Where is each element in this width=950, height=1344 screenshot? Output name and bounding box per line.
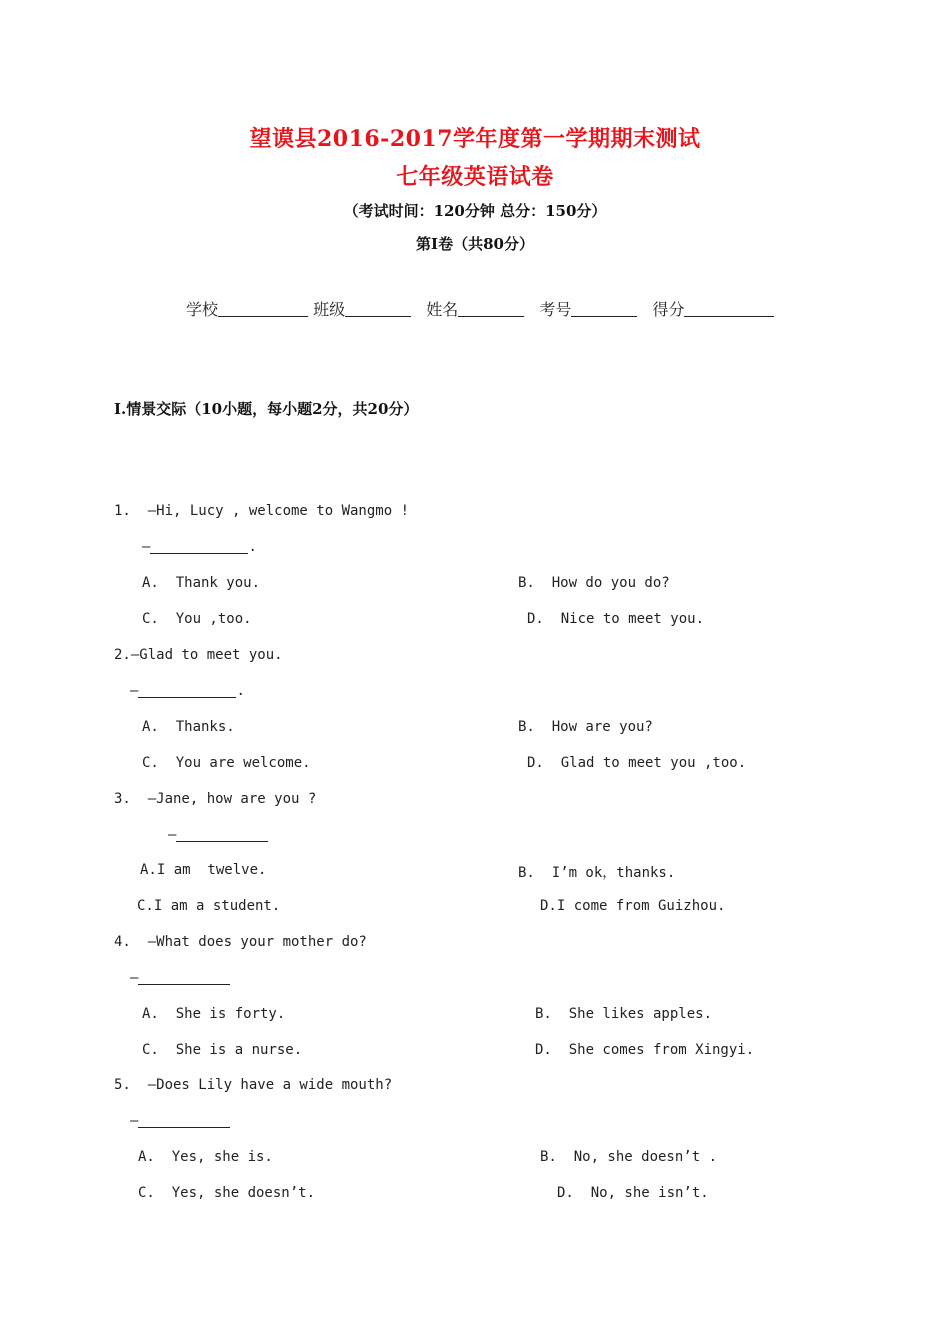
question-3-option-c[interactable]: C.I am a student. (137, 898, 281, 914)
question-3-response[interactable]: — (168, 827, 268, 843)
answer-blank[interactable] (150, 539, 248, 554)
exam-subtitle: 七年级英语试卷 (396, 164, 554, 190)
dash: — (142, 539, 151, 555)
score-label: 得分 (652, 300, 685, 319)
question-4-option-c[interactable]: C. She is a nurse. (142, 1042, 303, 1058)
question-2-option-c[interactable]: C. You are welcome. (142, 755, 311, 771)
question-5-option-a[interactable]: A. Yes, she is. (138, 1149, 273, 1165)
question-5-option-b[interactable]: B. No, she doesn’t . (540, 1149, 718, 1165)
answer-blank[interactable] (138, 970, 230, 985)
question-5-stem: 5. —Does Lily have a wide mouth? (114, 1077, 393, 1093)
question-3-option-b[interactable]: B. I’m ok，thanks. (518, 865, 676, 881)
answer-blank[interactable] (176, 827, 268, 842)
name-blank[interactable] (458, 300, 524, 317)
score-blank[interactable] (684, 300, 774, 317)
number-blank[interactable] (571, 300, 637, 317)
exam-title: 望谟县2016-2017学年度第一学期期末测试 (249, 126, 701, 152)
number-label: 考号 (539, 300, 572, 319)
answer-blank[interactable] (138, 1113, 230, 1128)
question-2-option-a[interactable]: A. Thanks. (142, 719, 235, 735)
question-1-option-c[interactable]: C. You ,too. (142, 611, 252, 627)
question-5-option-c[interactable]: C. Yes, she doesn’t. (138, 1185, 316, 1201)
class-blank[interactable] (345, 300, 411, 317)
school-blank[interactable] (218, 300, 308, 317)
question-1-option-b[interactable]: B. How do you do? (518, 575, 670, 591)
question-4-option-b[interactable]: B. She likes apples. (535, 1006, 713, 1022)
section-title: I.情景交际（10小题，每小题2分，共20分） (114, 400, 419, 418)
question-2-option-d[interactable]: D. Glad to meet you ,too. (527, 755, 747, 771)
question-1-option-d[interactable]: D. Nice to meet you. (527, 611, 705, 627)
question-4-option-a[interactable]: A. She is forty. (142, 1006, 286, 1022)
question-4-stem: 4. —What does your mother do? (114, 934, 367, 950)
class-label: 班级 (313, 300, 346, 319)
question-3-stem: 3. —Jane, how are you ? (114, 791, 317, 807)
question-4-option-d[interactable]: D. She comes from Xingyi. (535, 1042, 755, 1058)
question-4-response[interactable]: — (130, 970, 230, 986)
question-3-option-a[interactable]: A.I am twelve. (140, 862, 267, 878)
question-5-response[interactable]: — (130, 1113, 230, 1129)
question-5-option-d[interactable]: D. No, she isn’t. (557, 1185, 709, 1201)
question-2-option-b[interactable]: B. How are you? (518, 719, 653, 735)
answer-blank[interactable] (138, 683, 236, 698)
name-label: 姓名 (426, 300, 459, 319)
exam-info: （考试时间：120分钟 总分：150分） (343, 202, 607, 220)
student-info-fields (186, 297, 774, 320)
question-1-stem: 1. —Hi, Lucy , welcome to Wangmo ! (114, 503, 410, 519)
question-1-response[interactable]: — . (142, 539, 257, 555)
part-label: 第Ⅰ卷（共80分） (416, 235, 534, 253)
question-1-option-a[interactable]: A. Thank you. (142, 575, 261, 591)
question-3-option-d[interactable]: D.I come from Guizhou. (540, 898, 726, 914)
question-2-response[interactable]: — . (130, 683, 245, 699)
question-2-stem: 2.—Glad to meet you. (114, 647, 283, 663)
school-label: 学校 (186, 300, 219, 319)
